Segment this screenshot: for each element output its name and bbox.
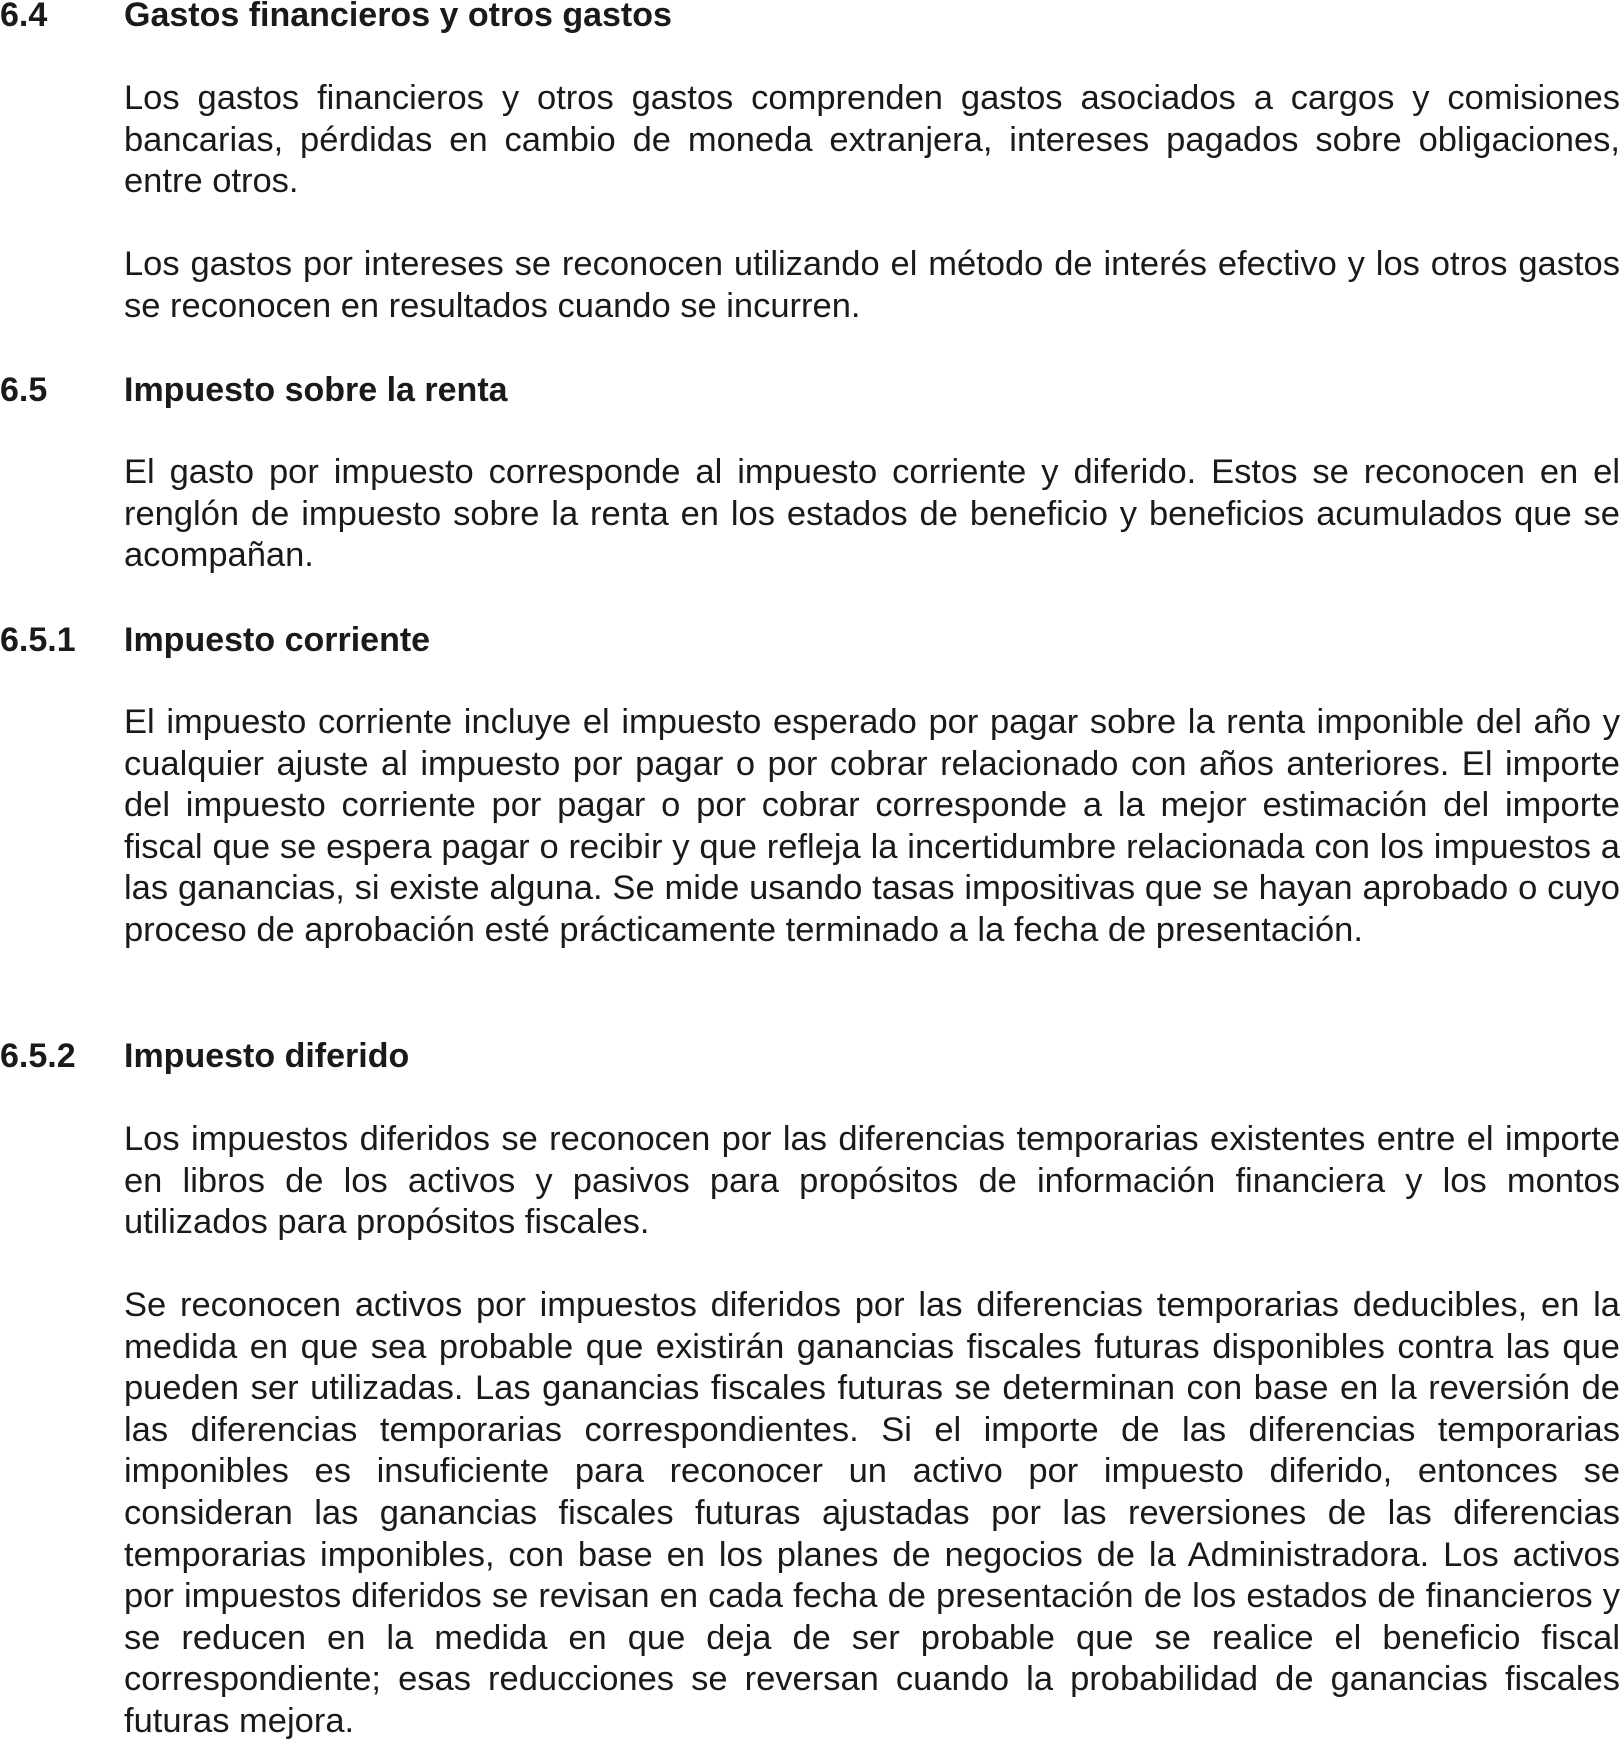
paragraph: Los gastos financieros y otros gastos comprenden gastos asociados a cargos y comisiones bancarias, pérdidas en cambio de moneda extranjera, intereses pagados sobre obligaciones, entre otros. — [124, 79, 1620, 201]
section-number: 6.5.1 — [0, 621, 76, 659]
section-heading-6-5-2 — [0, 1035, 409, 1077]
section-title: Impuesto sobre la renta — [124, 371, 508, 409]
section-number: 6.5 — [0, 371, 48, 409]
section-title: Impuesto corriente — [124, 621, 431, 659]
paragraph: Se reconocen activos por impuestos diferidos por las diferencias temporarias deducibles, en la medida en que sea probable que existirán ganancias fiscales futuras disponibles contra las que pueden ser utilizadas. Las ganancias fiscales futuras se determinan con base en la reversión de las diferencias temporarias correspondientes. Si el importe de las diferencias temporarias imponibles es insuficiente para reconocer un activo por impuesto diferido, entonces se consideran las ganancias fiscales futuras ajustadas por las reversiones de las diferencias temporarias imponibles, con base en los planes de negocios de la Administradora. Los activos por impuestos diferidos se revisan en cada fecha de presentación de los estados de financieros y se reducen en la medida en que deja de ser probable que se realice el beneficio fiscal correspondiente; esas reducciones se reversan cuando la probabilidad de ganancias fiscales futuras mejora. — [124, 1286, 1620, 1740]
section-title: Gastos financieros y otros gastos — [124, 0, 672, 34]
section-number: 6.5.2 — [0, 1037, 76, 1075]
section-heading-6-5-1 — [0, 619, 430, 661]
paragraph: El impuesto corriente incluye el impuesto esperado por pagar sobre la renta imponible del año y cualquier ajuste al impuesto por pagar o por cobrar relacionado con años anteriores. El importe del impuesto corriente por pagar o por cobrar corresponde a la mejor estimación del importe fiscal que se espera pagar o recibir y que refleja la incertidumbre relacionada con los impuestos a las ganancias, si existe alguna. Se mide usando tasas impositivas que se hayan aprobado o cuyo proceso de aprobación esté prácticamente terminado a la fecha de presentación. — [124, 703, 1620, 949]
section-number: 6.4 — [0, 0, 48, 34]
paragraph: Los impuestos diferidos se reconocen por las diferencias temporarias existentes entre el importe en libros de los activos y pasivos para propósitos de información financiera y los montos utilizados para propósitos fiscales. — [124, 1120, 1620, 1242]
section-title: Impuesto diferido — [124, 1037, 410, 1075]
paragraph: Los gastos por intereses se reconocen utilizando el método de interés efectivo y los otros gastos se reconocen en resultados cuando se incurren. — [124, 245, 1620, 325]
section-heading-6-5 — [0, 369, 508, 411]
section-heading-6-4 — [0, 0, 672, 36]
paragraph: El gasto por impuesto corresponde al impuesto corriente y diferido. Estos se reconocen en el renglón de impuesto sobre la renta en los estados de beneficio y beneficios acumulados que se acompañan. — [124, 453, 1620, 575]
